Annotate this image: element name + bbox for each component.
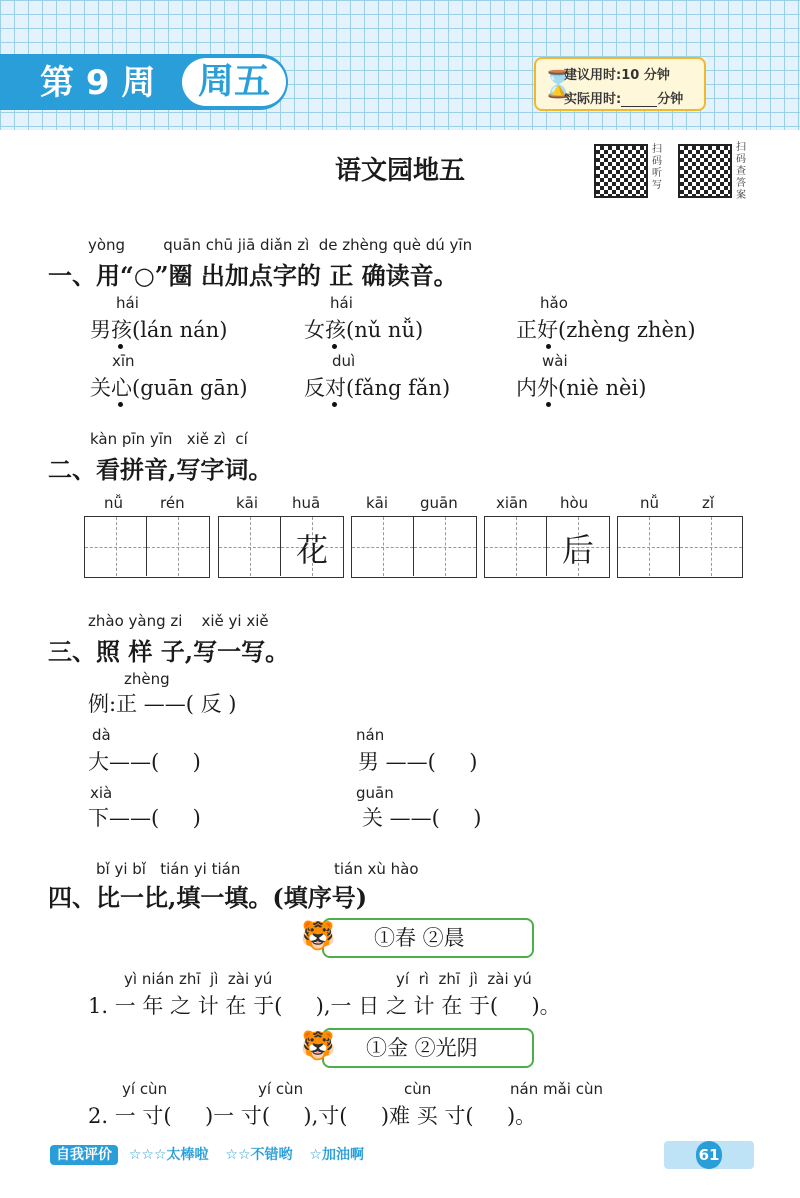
writing-cell[interactable] [147, 517, 209, 576]
self-eval-label: 自我评价 [50, 1145, 118, 1165]
grid-pinyin: nǚ [104, 494, 124, 512]
star-outline-icon: ☆☆☆ [128, 1147, 167, 1163]
tiger-mascot-icon: 🐯 [300, 1029, 336, 1062]
section4-heading: 四、比一比,填一填。(填序号) [48, 883, 368, 912]
item-pinyin: duì [332, 352, 356, 370]
time-box [534, 57, 706, 111]
example-line: 例:正 ——( 反 ) [88, 692, 237, 716]
writing-grid [351, 516, 477, 578]
writing-cell[interactable] [414, 517, 476, 576]
q1-pinyin: yí rì zhī jì zài yú [396, 970, 532, 988]
opposite-item-4: 关 ——( ) [362, 806, 482, 830]
item-pinyin: wài [542, 352, 568, 370]
grid-pinyin: xiān [496, 494, 528, 512]
item-pinyin: hái [330, 294, 353, 312]
emphasis-dot [546, 402, 551, 407]
writing-grid [617, 516, 743, 578]
grid-pinyin: nǚ [640, 494, 660, 512]
question-1: 1. 一 年 之 计 在 于( ),一 日 之 计 在 于( )。 [88, 994, 561, 1018]
item-pinyin: nán [356, 726, 385, 744]
section2-pinyin: kàn pīn yīn xiě zì cí [90, 430, 248, 448]
section4-pinyin: tián xù hào [334, 860, 419, 878]
grid-pinyin: guān [420, 494, 458, 512]
reading-item-3: 正好(zhèng zhèn) [516, 318, 696, 342]
page-title: 语文园地五 [334, 156, 465, 186]
item-pinyin: dà [92, 726, 111, 744]
writing-cell[interactable] [680, 517, 742, 576]
emphasis-dot [546, 344, 551, 349]
item-pinyin: hái [116, 294, 139, 312]
options-box: ①春 ②晨 [322, 918, 534, 958]
writing-cell[interactable] [485, 517, 547, 576]
section2-heading: 二、看拼音,写字词。 [48, 455, 273, 484]
rating-more[interactable]: ☆加油啊 [309, 1147, 364, 1163]
writing-cell[interactable]: 后 [547, 517, 609, 576]
reading-item-2: 女孩(nǔ nǚ) [304, 318, 424, 342]
self-evaluation [50, 1144, 376, 1168]
emphasis-dot [118, 344, 123, 349]
week-label: 第 9 周 [40, 63, 156, 103]
qr-code-icon[interactable] [678, 144, 732, 198]
q2-pinyin: cùn [404, 1080, 432, 1098]
emphasis-dot [332, 344, 337, 349]
rating-good[interactable]: ☆☆不错哟 [225, 1147, 293, 1163]
qr-code-icon[interactable] [594, 144, 648, 198]
writing-grid [484, 516, 610, 578]
qr-caption-dictation: 扫码听写 [652, 144, 662, 191]
opposite-item-3: 下——( ) [88, 806, 201, 830]
section1-heading: 一、用“○”圈 出加点字的 正 确读音。 [48, 261, 458, 290]
grid-pinyin: kāi [236, 494, 259, 512]
writing-cell[interactable] [618, 517, 680, 576]
writing-grid [218, 516, 344, 578]
tiger-mascot-icon: 🐯 [300, 919, 336, 952]
q2-pinyin: nán mǎi cùn [510, 1080, 603, 1098]
grid-pinyin: kāi [366, 494, 389, 512]
question-2: 2. 一 寸( )一 寸( ),寸( )难 买 寸( )。 [88, 1104, 537, 1128]
writing-cell[interactable] [219, 517, 281, 576]
opposite-item-2: 男 ——( ) [358, 750, 478, 774]
section1-pinyin: yòng quān chū jiā diǎn zì de zhèng què dú yīn [88, 236, 473, 254]
item-pinyin: xià [90, 784, 113, 802]
q1-pinyin: yì nián zhī jì zài yú [124, 970, 273, 988]
day-label: 周五 [182, 58, 286, 106]
rating-great[interactable]: ☆☆☆太棒啦 [128, 1147, 209, 1163]
item-pinyin: hǎo [540, 294, 568, 312]
suggested-time: 建议用时:10 分钟 [564, 68, 670, 83]
section3-heading: 三、照 样 子,写一写。 [48, 637, 290, 666]
star-outline-icon: ☆ [309, 1147, 322, 1163]
opposite-item-1: 大——( ) [88, 750, 201, 774]
writing-grid [84, 516, 210, 578]
q2-pinyin: yí cùn [122, 1080, 168, 1098]
section4-pinyin: bǐ yi bǐ tián yi tián [96, 860, 241, 878]
item-pinyin: xīn [112, 352, 135, 370]
section3-pinyin: zhào yàng zi xiě yi xiě [88, 612, 269, 630]
reading-item-5: 反对(fǎng fǎn) [304, 376, 451, 400]
grid-pinyin: huā [292, 494, 321, 512]
actual-time: 实际用时: 分钟 [564, 92, 684, 107]
example-pinyin: zhèng [124, 670, 170, 688]
qr-caption-answers: 扫码查答案 [736, 142, 746, 201]
emphasis-dot [332, 402, 337, 407]
writing-cell[interactable] [85, 517, 147, 576]
options-box: ①金 ②光阴 [322, 1028, 534, 1068]
grid-pinyin: hòu [560, 494, 589, 512]
writing-cell[interactable]: 花 [281, 517, 343, 576]
grid-pinyin: rén [160, 494, 185, 512]
grid-pinyin: zǐ [702, 494, 715, 512]
reading-item-1: 男孩(lán nán) [90, 318, 228, 342]
emphasis-dot [118, 402, 123, 407]
star-outline-icon: ☆☆ [225, 1147, 251, 1163]
item-pinyin: guān [356, 784, 394, 802]
page-number: 61 [696, 1141, 722, 1169]
reading-item-4: 关心(guān gān) [90, 376, 248, 400]
hourglass-icon: ⌛ [542, 70, 575, 100]
q2-pinyin: yí cùn [258, 1080, 304, 1098]
writing-cell[interactable] [352, 517, 414, 576]
reading-item-6: 内外(niè nèi) [516, 376, 647, 400]
